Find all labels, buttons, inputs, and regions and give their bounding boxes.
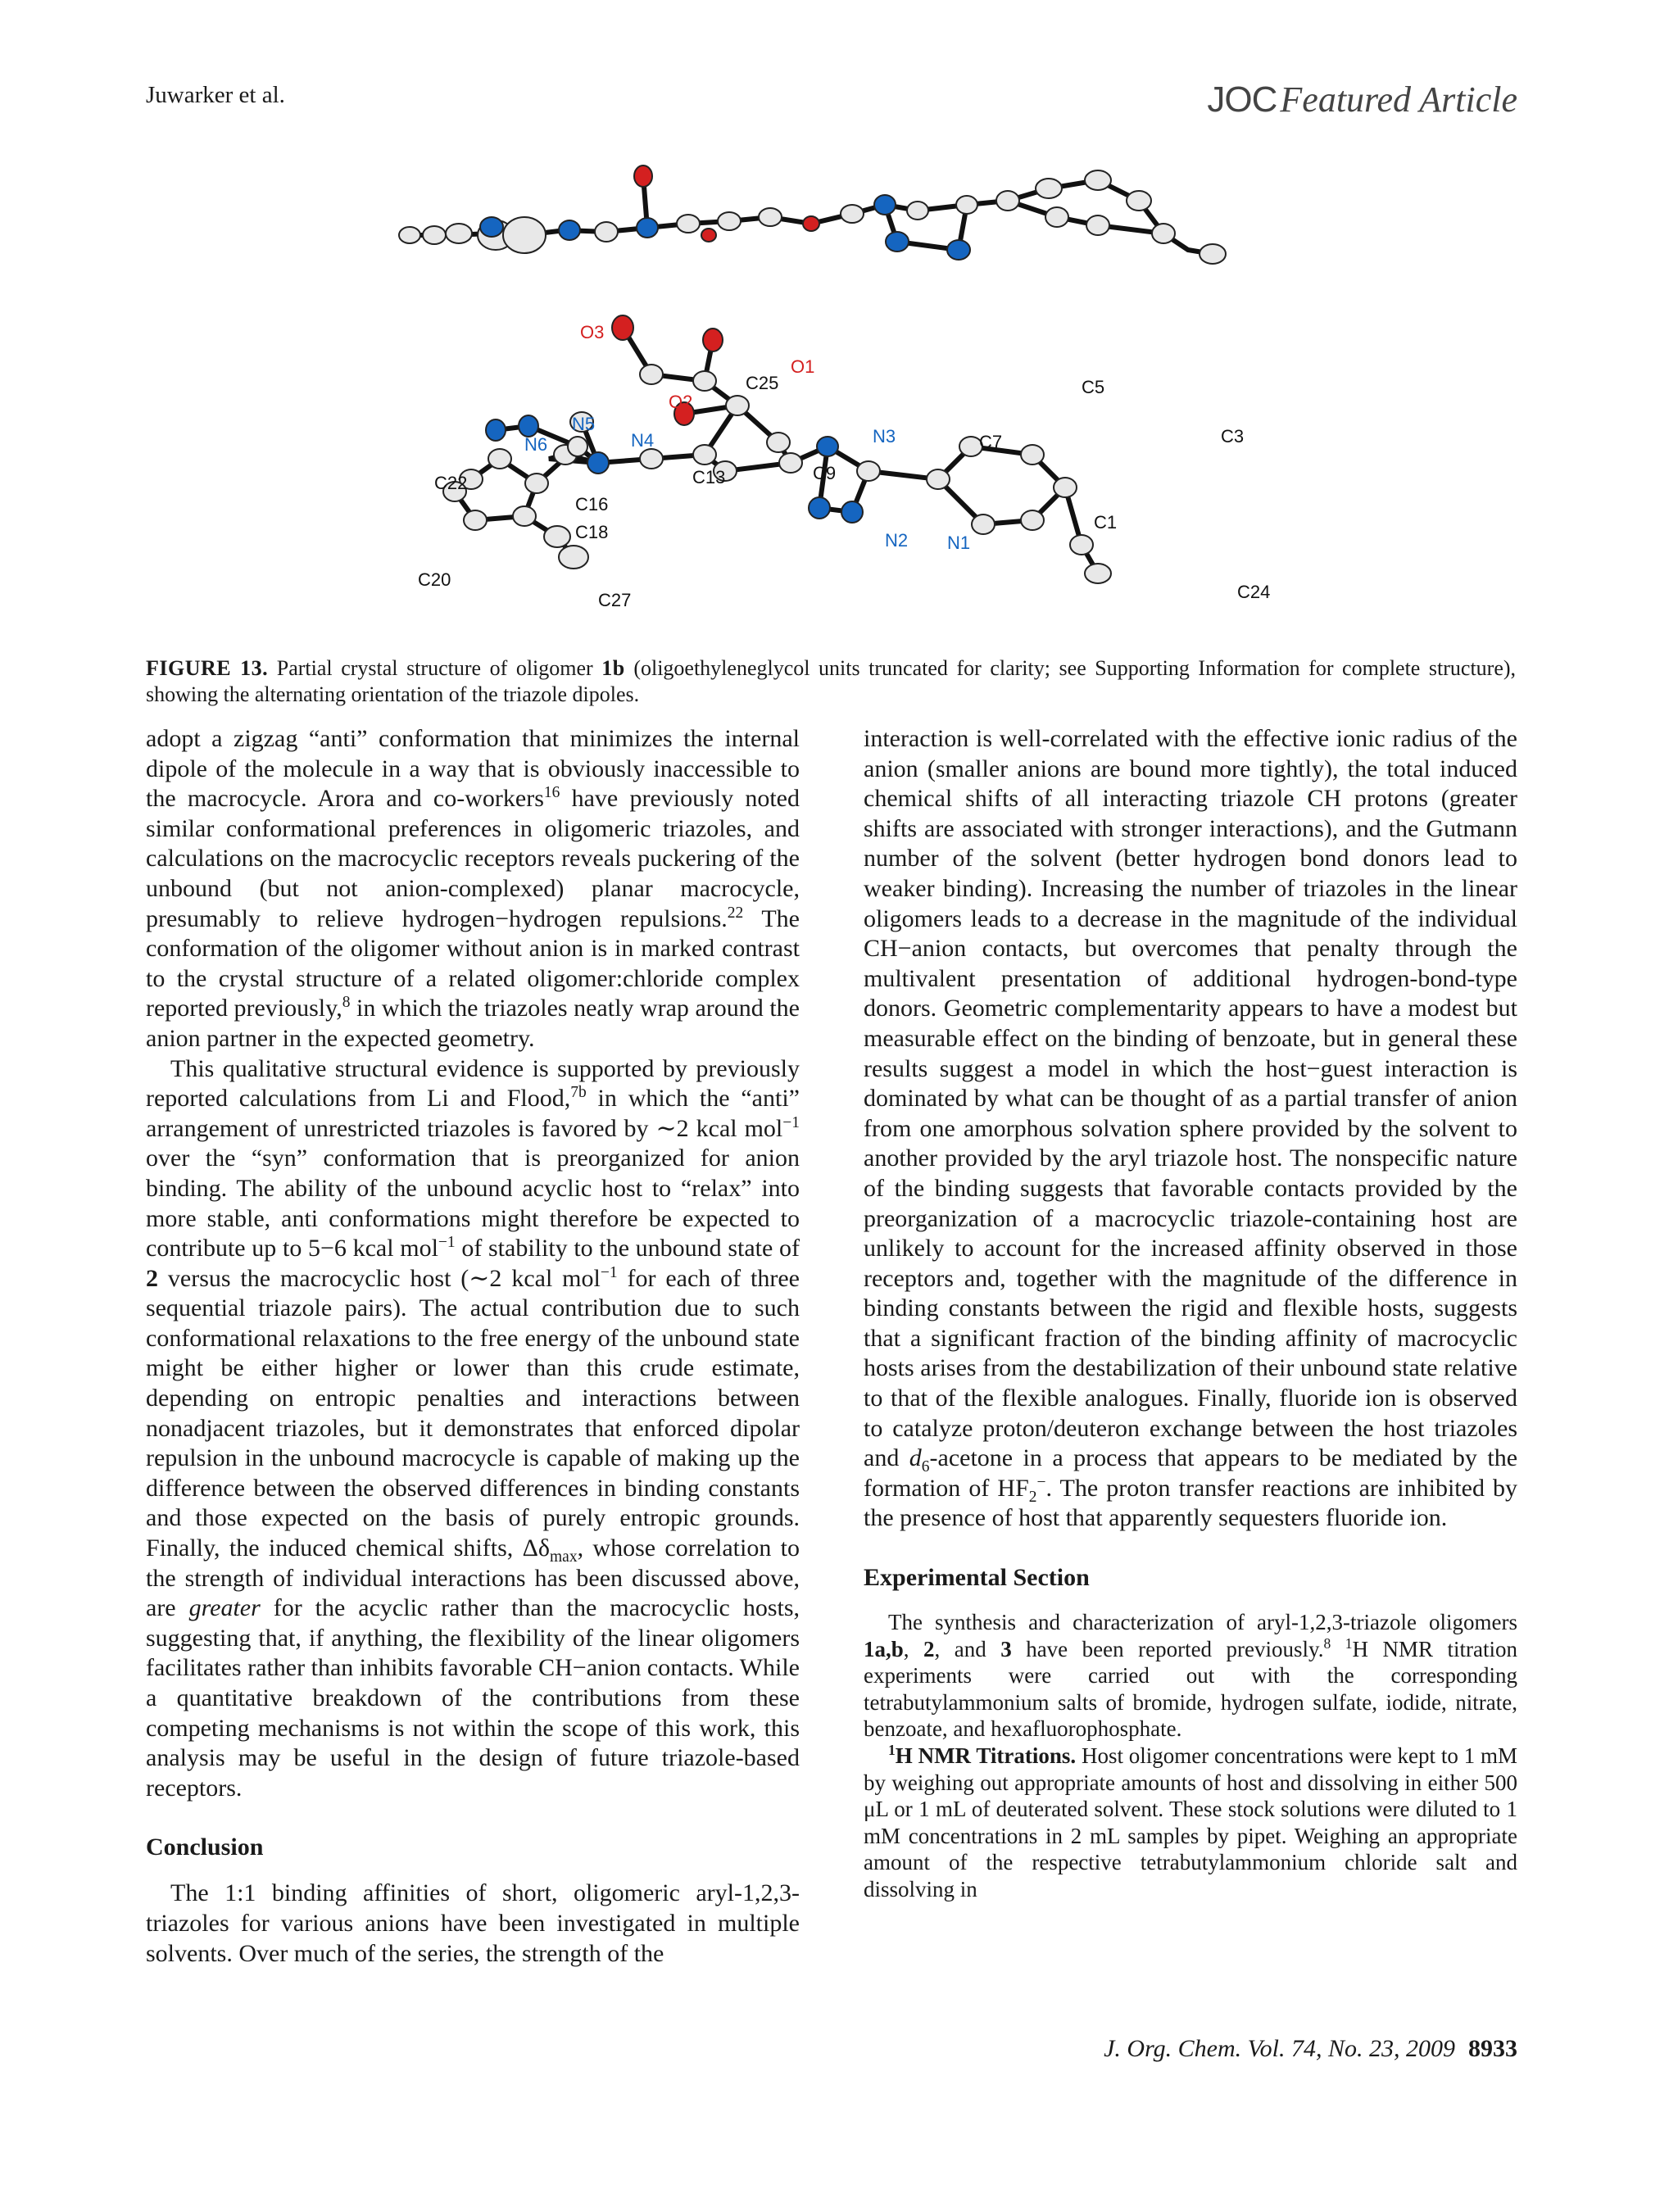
atom-label-n6: N6	[524, 434, 548, 455]
paragraph: adopt a zigzag “anti” conformation that minimizes the internal dipole of the molecule in a way that is obviously inaccessible to the macrocycle. Arora and co-workers$^{16}$ have previously noted similar conformational preferences in oligomeric triazoles, and calculations on the macrocyclic receptors reveals puckering of the unbound (but not anion-complexed) planar macrocycle, presumably to relieve hydrogen−hydrogen repulsions.$^{22}$ The conformation of the oligomer without anion is in marked contrast to the crystal structure of a related oligomer:chloride complex reported previously,$^8$ in which the triazoles neatly wrap around the anion partner in the expected geometry.	[146, 725, 800, 1052]
atom-label-c27: C27	[598, 590, 632, 610]
figure-13-crystal-structure	[361, 160, 1303, 631]
section-heading-experimental: Experimental Section	[864, 1564, 1090, 1592]
atom-label-n2: N2	[885, 530, 909, 551]
page-number: 8933	[1468, 2035, 1517, 2062]
top-view-atoms	[399, 165, 1226, 264]
right-column	[864, 724, 1517, 1903]
section-heading-conclusion: Conclusion	[146, 1834, 264, 1861]
atom-label-group	[418, 322, 1270, 610]
atom-label-c22: C22	[434, 473, 468, 493]
atom-label-c13: C13	[692, 467, 726, 487]
journal-logo: JOC	[1207, 79, 1277, 120]
subsection-heading-nmr-titrations: H NMR Titrations.	[895, 1743, 1077, 1768]
atom-label-c25: C25	[746, 373, 779, 393]
atom-label-c16: C16	[575, 494, 609, 514]
running-header-authors: Juwarker et al.	[146, 82, 285, 108]
paragraph: interaction is well-correlated with the effective ionic radius of the anion (smaller anions are bound more tightly), the total induced chemical shifts of all interacting triazole CH protons (greater shifts are associated with stronger interactions), and the Gutmann number of the solvent (better hydrogen bond donors lead to weaker binding). Increasing the number of triazoles in the linear oligomers leads to a decrease in the magnitude of the individual CH−anion contacts, but overcomes that penalty through the multivalent presentation of additional hydrogen-bond-type donors. Geometric complementarity appears to have a modest but measurable effect on the binding of benzoate, but in general these results suggest a model in which the host−guest interaction is dominated by what can be thought of as a partial transfer of anion from one amorphous solvation sphere provided by the solvent to another provided by the aryl triazole host. The nonspecific nature of the binding suggests that favorable contacts provided by the preorganization of a macrocyclic triazole-containing host are unlikely to account for the increased affinity observed in those receptors and, together with the magnitude of the difference in binding constants between the rigid and flexible hosts, suggests that a significant fraction of the binding affinity of macrocyclic hosts arises from the destabilization of their unbound state relative to that of the flexible analogues. Finally, fluoride ion is observed to catalyze proton/deuteron exchange between the host triazoles and $d_6$-acetone in a process that appears to be mediated by the formation of $HF_2^-$. The proton transfer reactions are inhibited by the presence of host that apparently sequesters fluoride ion.	[864, 725, 1518, 1532]
journal-header	[1207, 79, 1517, 120]
caption-text: Partial crystal structure of oligomer	[276, 656, 593, 680]
atom-label-o2: O2	[669, 392, 693, 412]
reference-superscript: 8	[342, 994, 351, 1012]
reference-superscript: 8	[1323, 1634, 1331, 1652]
atom-label-n5: N5	[572, 414, 596, 434]
reference-superscript: 22	[727, 904, 744, 922]
figure-label: FIGURE 13.	[146, 656, 269, 680]
page-footer	[1104, 2035, 1517, 2063]
caption-compound: 1b	[601, 656, 625, 680]
article-type: Featured Article	[1280, 79, 1517, 120]
paragraph: This qualitative structural evidence is supported by previously reported calculations from Li and Flood,$^{7b}$ in which the “anti” arrangement of unrestricted triazoles is favored by ∼2 kcal mol$^{-1}$ over the “syn” conformation that is preorganized for anion binding. The ability of the unbound acyclic host to “relax” into more stable, anti conformations might therefore be expected to contribute up to 5−6 kcal mol$^{-1}$ of stability to the unbound state of 2 versus the macrocyclic host (∼2 kcal mol$^{-1}$ for each of three sequential triazole pairs). The actual contribution due to such conformational relaxations to the free energy of the unbound state might be either higher or lower than this crude estimate, depending on entropic penalties and interactions between nonadjacent triazoles, but it demonstrates that enforced dipolar repulsion in the unbound macrocycle is capable of making up the difference between the observed differences in binding constants and those expected on the basis of purely entropic grounds. Finally, the induced chemical shifts, $\Delta\delta_{max}$, whose correlation to the strength of individual interactions has been discussed above, are greater for the acyclic rather than the macrocyclic hosts, suggesting that, if anything, the flexibility of the linear oligomers facilitates rather than inhibits favorable CH−anion contacts. While a quantitative breakdown of the contributions from these competing mechanisms is not within the scope of this work, this analysis may be useful in the design of future triazole-based receptors.	[146, 1054, 800, 1802]
paragraph: The 1:1 binding affinities of short, oligomeric aryl-1,2,3-triazoles for various anions have been investigated in multiple solvents. Over much of the series, the strength of the	[146, 1879, 800, 1967]
atom-label-n3: N3	[873, 426, 896, 446]
compound-number: 3	[1000, 1636, 1012, 1661]
paragraph: $^1$H NMR Titrations. Host oligomer concentrations were kept to 1 mM by weighing out appropriate amounts of host and dissolving in either 500 μL or 1 mL of deuterated solvent. These stock solutions were diluted to 1 mM concentrations in 2 mL samples by pipet. Weighing an appropriate amount of the respective tetrabutylammonium chloride salt and dissolving in	[864, 1742, 1517, 1902]
emphasis: greater	[188, 1594, 261, 1622]
atom-label-c24: C24	[1237, 582, 1271, 602]
atom-label-n4: N4	[631, 430, 655, 451]
reference-superscript: 16	[543, 784, 560, 802]
atom-label-n1: N1	[947, 533, 971, 553]
atom-label-o1: O1	[791, 356, 815, 377]
atom-label-c20: C20	[418, 569, 451, 590]
crystal-structure-drawing	[361, 160, 1303, 631]
atom-label-c3: C3	[1221, 426, 1245, 446]
atom-label-c9: C9	[813, 463, 837, 483]
atom-label-c5: C5	[1082, 377, 1105, 397]
compound-number: 2	[923, 1636, 935, 1661]
atom-label-c18: C18	[575, 522, 609, 542]
caption-text-continued: (oligoethyleneglycol units truncated for clarity; see Supporting Information for complete structure), showing the alternating orientation of the triazole dipoles.	[146, 656, 1517, 706]
atom-label-o3: O3	[580, 322, 605, 342]
figure-caption	[146, 655, 1516, 708]
paragraph: The synthesis and characterization of aryl-1,2,3-triazole oligomers 1a,b, 2, and 3 have been reported previously.$^8$ $^1$H NMR titration experiments were carried out with the corresponding tetrabutylammonium salts of bromide, hydrogen sulfate, iodide, nitrate, benzoate, and hexafluorophosphate.	[864, 1610, 1518, 1742]
reference-superscript: 7b	[570, 1084, 587, 1102]
compound-number: 1a,b	[864, 1636, 904, 1661]
atom-label-c1: C1	[1094, 512, 1118, 533]
compound-number: 2	[146, 1264, 158, 1292]
left-column	[146, 724, 800, 1969]
journal-citation: J. Org. Chem. Vol. 74, No. 23, 2009	[1104, 2035, 1455, 2062]
atom-label-c7: C7	[979, 432, 1003, 452]
